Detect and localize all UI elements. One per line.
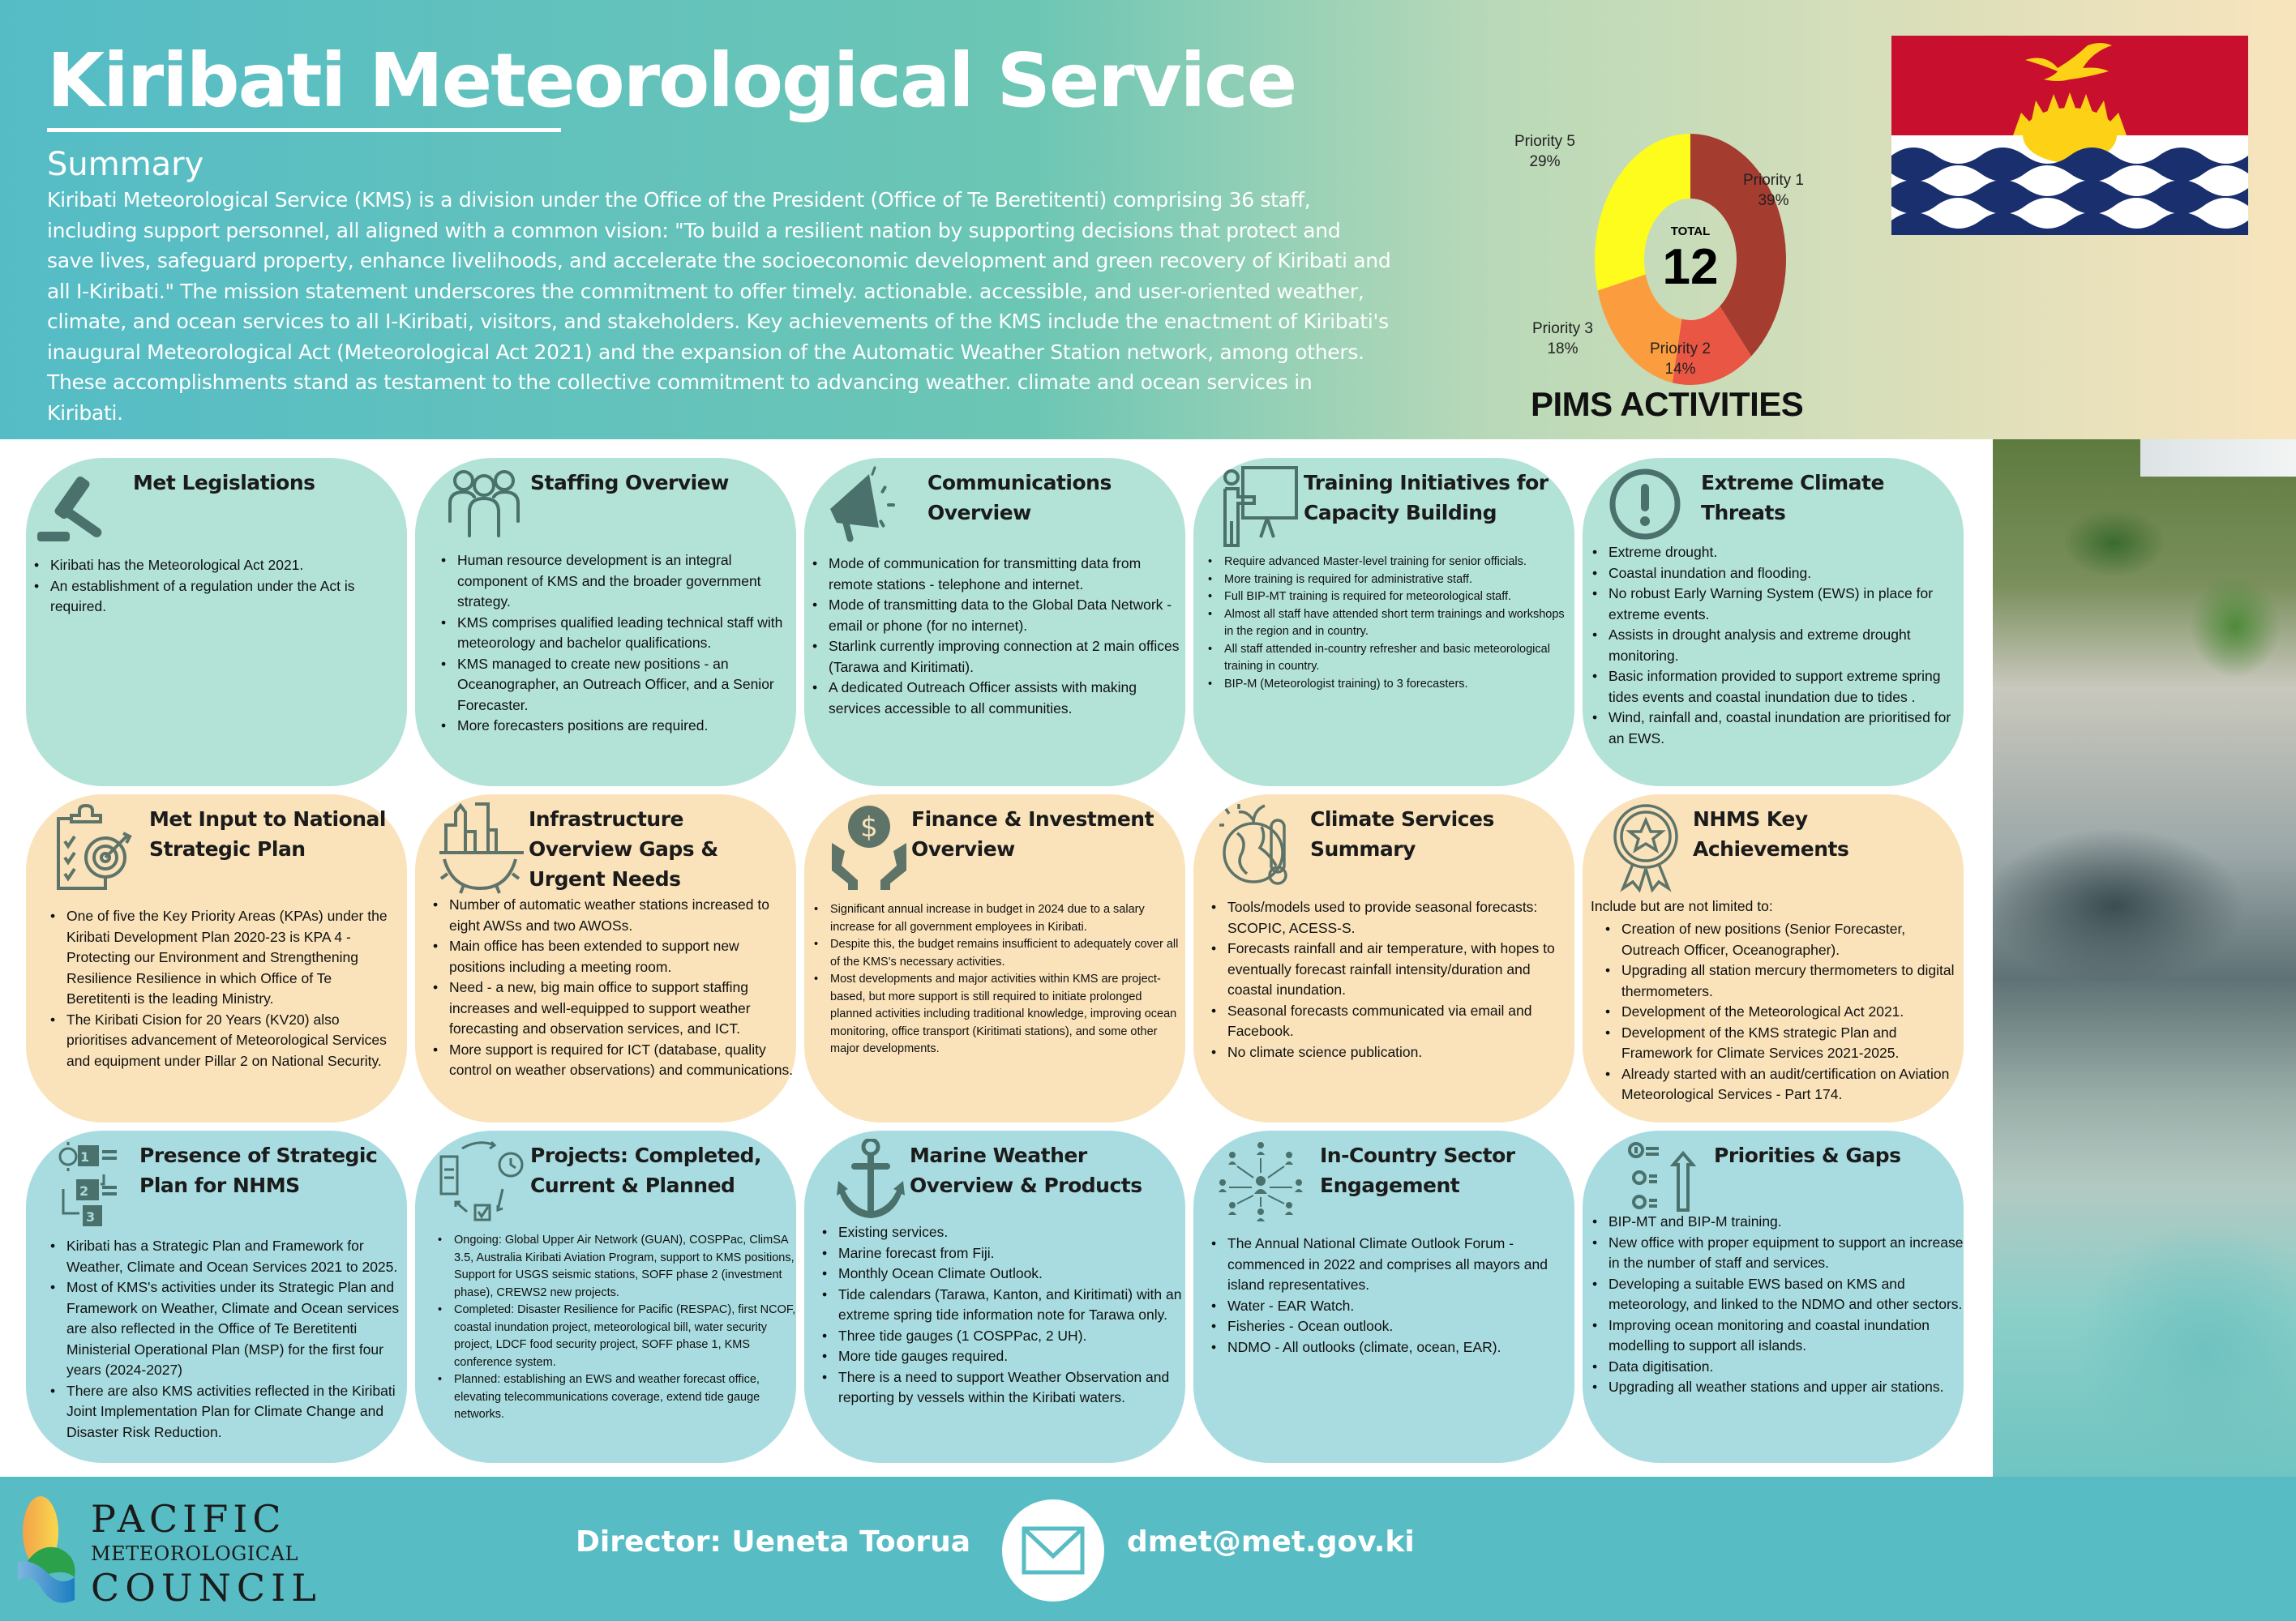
- list-item: • There are also KMS activities reflected in the Kiribati Joint Implementation Plan for Climate Change and Disaster Risk Reduction.: [50, 1381, 407, 1444]
- chart-title: PIMS ACTIVITIES: [1531, 385, 1804, 423]
- list-item: • KMS comprises qualified leading technical staff with meteorology and bachelor qualifications.: [441, 613, 790, 654]
- presenter-icon: [1222, 464, 1303, 554]
- card-list: [814, 901, 1187, 1059]
- card-list: [50, 1236, 407, 1443]
- gavel-icon: [34, 470, 131, 543]
- card-projects: [415, 1131, 796, 1463]
- card-list: [822, 1222, 1187, 1409]
- svg-text:$: $: [860, 811, 878, 844]
- coastline-aerial-photo: [1993, 439, 2296, 1477]
- list-item: • An establishment of a regulation under the Act is required.: [34, 576, 403, 618]
- svg-text:3: 3: [86, 1209, 96, 1225]
- summary-heading: Summary: [47, 146, 204, 183]
- card-sector-engagement: [1193, 1131, 1574, 1463]
- list-item: • Starlink currently improving connection at 2 main offices (Tarawa and Kiritimati).: [812, 636, 1181, 678]
- list-item: • NDMO - All outlooks (climate, ocean, EAR).: [1211, 1337, 1572, 1358]
- card-title: Marine Weather Overview & Products: [910, 1144, 1142, 1197]
- people-icon: [443, 466, 525, 539]
- list-item: • Three tide gauges (1 COSPPac, 2 UH).: [822, 1326, 1187, 1347]
- chart-label-priority-2: Priority 2 14%: [1650, 340, 1711, 378]
- network-people-icon: [1216, 1140, 1305, 1221]
- card-list: [1592, 1212, 1965, 1398]
- list-item: • Data digitisation.: [1592, 1357, 1965, 1378]
- card-title: Presence of Strategic Plan for NHMS: [139, 1144, 378, 1197]
- mail-icon: [1002, 1499, 1104, 1602]
- list-item: • Tools/models used to provide seasonal forecasts: SCOPIC, ACESS-S.: [1211, 897, 1572, 939]
- list-item: • Creation of new positions (Senior Forecaster, Outreach Officer, Oceanographer).: [1605, 919, 1962, 960]
- card-title: Projects: Completed, Current & Planned: [530, 1144, 761, 1197]
- list-item: • Upgrading all weather stations and upper air stations.: [1592, 1377, 1965, 1398]
- megaphone-icon: [822, 464, 903, 545]
- list-item: • Extreme drought.: [1592, 542, 1961, 563]
- list-item: • The Annual National Climate Outlook Forum - commenced in 2022 and comprises all mayors and island representatives.: [1211, 1234, 1572, 1296]
- list-item: • Human resource development is an integral component of KMS and the broader government strategy.: [441, 550, 790, 613]
- card-marine-weather: [804, 1131, 1185, 1463]
- globe-thermometer-icon: [1218, 801, 1307, 890]
- chart-label-priority-1: Priority 1 39%: [1743, 172, 1804, 209]
- clipboard-target-icon: [55, 804, 136, 893]
- list-item: • Seasonal forecasts communicated via email and Facebook.: [1211, 1001, 1572, 1042]
- list-item: • More training is required for administrative staff.: [1208, 571, 1569, 589]
- list-item: • There is a need to support Weather Observation and reporting by vessels within the Kiribati waters.: [822, 1367, 1187, 1409]
- card-finance-investment: [804, 794, 1185, 1123]
- card-title: Staffing Overview: [530, 471, 729, 494]
- list-item: • A dedicated Outreach Officer assists with making services accessible to all communities.: [812, 678, 1181, 719]
- exclamation-icon: [1608, 468, 1681, 541]
- pacific-met-council-wordmark: PACIFIC METEOROLOGICAL COUNCIL: [91, 1497, 322, 1610]
- list-item: • Most developments and major activities within KMS are project-based, but more support is still required to initiate prolonged planned activities including traditional knowledge, improving ocean monitoring, office transport (Kiritimati stations), and some other major developments.: [814, 971, 1187, 1059]
- page-title: Kiribati Meteorological Service: [47, 37, 1296, 124]
- list-item: • More forecasters positions are required.: [441, 716, 790, 737]
- list-item: • Completed: Disaster Resilience for Pacific (RESPAC), first NCOF, coastal inundation project, meteorological bill, water security project, LDCF food security project, SOFF phase 1, KMS conference system.: [438, 1302, 799, 1371]
- card-title: In-Country Sector Engagement: [1320, 1144, 1515, 1197]
- card-intro: Include but are not limited to:: [1591, 898, 1773, 914]
- list-item: • Significant annual increase in budget in 2024 due to a salary increase for all government employees in Kiribati.: [814, 901, 1187, 936]
- list-item: • More tide gauges required.: [822, 1346, 1187, 1367]
- card-met-input-national-plan: [26, 794, 407, 1123]
- list-item: • Despite this, the budget remains insufficient to adequately cover all of the KMS's necessary activities.: [814, 936, 1187, 971]
- list-item: • The Kiribati Cision for 20 Years (KV20) also prioritises advancement of Meteorological Services and equipment under Pillar 2 on National Security.: [50, 1010, 399, 1072]
- donut-center-value: 12: [1662, 239, 1719, 295]
- card-list: [1605, 919, 1962, 1106]
- card-list: [1211, 897, 1572, 1063]
- card-title: Met Legislations: [133, 471, 315, 494]
- list-item: • Development of the KMS strategic Plan and Framework for Climate Services 2021-2025.: [1605, 1023, 1962, 1064]
- buildings-gear-icon: [436, 801, 525, 898]
- list-item: • Development of the Meteorological Act 2021.: [1605, 1002, 1962, 1023]
- list-item: • BIP-M (Meteorologist training) to 3 forecasters.: [1208, 676, 1569, 694]
- donut-center-label: TOTAL: [1670, 225, 1711, 238]
- card-list: [50, 906, 399, 1071]
- anchor-icon: [837, 1139, 910, 1220]
- director-name: Director: Ueneta Toorua: [576, 1525, 971, 1559]
- list-item: • Require advanced Master-level training for senior officials.: [1208, 554, 1569, 571]
- list-item: • Forecasts rainfall and air temperature, with hopes to eventually forecast rainfall intensity/duration and coastal inundation.: [1211, 939, 1572, 1001]
- card-list: [441, 550, 790, 737]
- title-underline: [47, 128, 561, 132]
- list-item: • Main office has been extended to support new positions including a meeting room.: [433, 936, 794, 977]
- priority-list-icon: [1628, 1140, 1701, 1213]
- card-extreme-climate-threats: [1583, 458, 1964, 786]
- list-item: • No robust Early Warning System (EWS) in place for extreme events.: [1592, 584, 1961, 625]
- card-staffing-overview: [415, 458, 796, 786]
- card-title: Finance & Investment Overview: [911, 807, 1154, 861]
- card-training-initiatives: [1193, 458, 1574, 786]
- list-item: • One of five the Key Priority Areas (KPAs) under the Kiribati Development Plan 2020-23 is KPA 4 - Protecting our Environment and Strengthening Resilience Resilience in which Office of Te Beretitenti is the leading Ministry.: [50, 906, 399, 1010]
- list-item: • Coastal inundation and flooding.: [1592, 563, 1961, 584]
- list-item: • Wind, rainfall and, coastal inundation are prioritised for an EWS.: [1592, 708, 1961, 749]
- card-climate-services: [1193, 794, 1574, 1123]
- list-item: • Improving ocean monitoring and coastal inundation modelling to support all islands.: [1592, 1315, 1965, 1357]
- card-list: [433, 895, 794, 1081]
- kiribati-flag: [1891, 36, 2248, 235]
- chart-label-priority-5: Priority 5 29%: [1514, 133, 1575, 170]
- list-item: • Monthly Ocean Climate Outlook.: [822, 1264, 1187, 1285]
- card-title: Infrastructure Overview Gaps & Urgent Needs: [529, 807, 718, 891]
- card-list: [1208, 554, 1569, 693]
- list-item: • Basic information provided to support extreme spring tides events and coastal inundation due to tides .: [1592, 666, 1961, 708]
- summary-text: Kiribati Meteorological Service (KMS) is a division under the Office of the President (Office of Te Beretitenti) comprising 36 staff, including support personnel, all aligned with a common vision: "To build a resilient nation by supporting decisions that protect and save lives, safeguard property, enhance livelihoods, and accelerate the socioeconomic development and green recovery of Kiribati and all I-Kiribati." The mission statement underscores the commitment to offer timely. actionable. accessible, and user-oriented weather, climate, and ocean services to all I-Kiribati, visitors, and stakeholders. Key achievements of the KMS include the enactment of Kiribati's inaugural Meteorological Act (Meteorological Act 2021) and the expansion of the Automatic Weather Station network, among others. These accomplishments stand as testament to the collective commitment to advancing weather. climate and ocean services in Kiribati.: [47, 188, 1391, 425]
- list-item: • Number of automatic weather stations increased to eight AWSs and two AWOSs.: [433, 895, 794, 936]
- photo-roof-detail: [2140, 439, 2296, 477]
- project-cycle-icon: [438, 1140, 527, 1230]
- list-item: • Developing a suitable EWS based on KMS and meteorology, and linked to the NDMO and other sectors.: [1592, 1274, 1965, 1315]
- hands-dollar-icon: [829, 802, 910, 892]
- card-communications-overview: [804, 458, 1185, 786]
- list-item: • BIP-MT and BIP-M training.: [1592, 1212, 1965, 1233]
- card-list: [34, 555, 403, 618]
- card-met-legislations: [26, 458, 407, 786]
- card-title: Training Initiatives for Capacity Building: [1304, 471, 1549, 524]
- list-item: • Full BIP-MT training is required for meteorological staff.: [1208, 588, 1569, 606]
- pims-donut-chart: [1500, 122, 1857, 430]
- list-item: • Kiribati has a Strategic Plan and Framework for Weather, Climate and Ocean Services 2021 to 2025.: [50, 1236, 407, 1277]
- card-title: Climate Services Summary: [1310, 807, 1494, 861]
- list-item: • Kiribati has the Meteorological Act 2021.: [34, 555, 403, 576]
- strategy-steps-icon: [57, 1142, 146, 1231]
- list-item: • Almost all staff have attended short term trainings and workshops in the region and in country.: [1208, 606, 1569, 641]
- chart-label-priority-3: Priority 3 18%: [1532, 320, 1593, 357]
- card-infrastructure-overview: [415, 794, 796, 1123]
- card-list: [812, 554, 1181, 719]
- list-item: • Water - EAR Watch.: [1211, 1296, 1572, 1317]
- list-item: • Already started with an audit/certification on Aviation Meteorological Services - Part 174.: [1605, 1064, 1962, 1106]
- list-item: • Most of KMS's activities under its Strategic Plan and Framework on Weather, Climate and Ocean services are also reflected in the Office of Te Beretitenti Ministerial Operational Plan (MSP) for the first four years (2024-2027): [50, 1277, 407, 1381]
- list-item: • Mode of transmitting data to the Global Data Network - email or phone (for no internet).: [812, 595, 1181, 636]
- list-item: • Tide calendars (Tarawa, Kanton, and Kiritimati) with an extreme spring tide information note for Tarawa only.: [822, 1285, 1187, 1326]
- list-item: • Upgrading all station mercury thermometers to digital thermometers.: [1605, 960, 1962, 1002]
- card-title: Priorities & Gaps: [1714, 1144, 1901, 1167]
- list-item: • KMS managed to create new positions - an Oceanographer, an Outreach Officer, and a Senior Forecaster.: [441, 654, 790, 716]
- card-title: Extreme Climate Threats: [1701, 471, 1884, 524]
- svg-text:1: 1: [80, 1149, 90, 1165]
- card-list: [438, 1232, 799, 1424]
- list-item: • Existing services.: [822, 1222, 1187, 1243]
- card-nhms-achievements: [1583, 794, 1964, 1123]
- list-item: • Mode of communication for transmitting data from remote stations - telephone and internet.: [812, 554, 1181, 595]
- list-item: • Need - a new, big main office to support staffing increases and well-equipped to support weather forecasting and observation services, and ICT.: [433, 977, 794, 1040]
- email-link[interactable]: dmet@met.gov.ki: [1127, 1525, 1415, 1559]
- svg-text:2: 2: [79, 1183, 89, 1199]
- pacific-met-council-logo-icon: [16, 1496, 81, 1603]
- card-title: NHMS Key Achievements: [1693, 807, 1849, 861]
- card-strategic-plan: [26, 1131, 407, 1463]
- list-item: • Fisheries - Ocean outlook.: [1211, 1316, 1572, 1337]
- list-item: • More support is required for ICT (database, quality control on weather observations) and communications.: [433, 1040, 794, 1081]
- card-list: [1592, 542, 1961, 749]
- list-item: • All staff attended in-country refresher and basic meteorological training in country.: [1208, 641, 1569, 676]
- list-item: • New office with proper equipment to support an increase in the number of staff and services.: [1592, 1233, 1965, 1274]
- card-title: Met Input to National Strategic Plan: [149, 807, 386, 861]
- card-priorities-gaps: [1583, 1131, 1964, 1463]
- list-item: • Assists in drought analysis and extreme drought monitoring.: [1592, 625, 1961, 666]
- award-ribbon-icon: [1610, 804, 1683, 893]
- card-list: [1211, 1234, 1572, 1358]
- list-item: • Ongoing: Global Upper Air Network (GUAN), COSPPac, ClimSA 3.5, Australia Kiribati Aviation Program, support to KMS positions, Support for USGS seismic stations, SOFF phase 2 (investment phase), CREWS2 new projects.: [438, 1232, 799, 1302]
- card-title: Communications Overview: [927, 471, 1112, 524]
- list-item: • Marine forecast from Fiji.: [822, 1243, 1187, 1264]
- list-item: • Planned: establishing an EWS and weather forecast office, elevating telecommunications coverage, extend tide gauge networks.: [438, 1371, 799, 1424]
- list-item: • No climate science publication.: [1211, 1042, 1572, 1063]
